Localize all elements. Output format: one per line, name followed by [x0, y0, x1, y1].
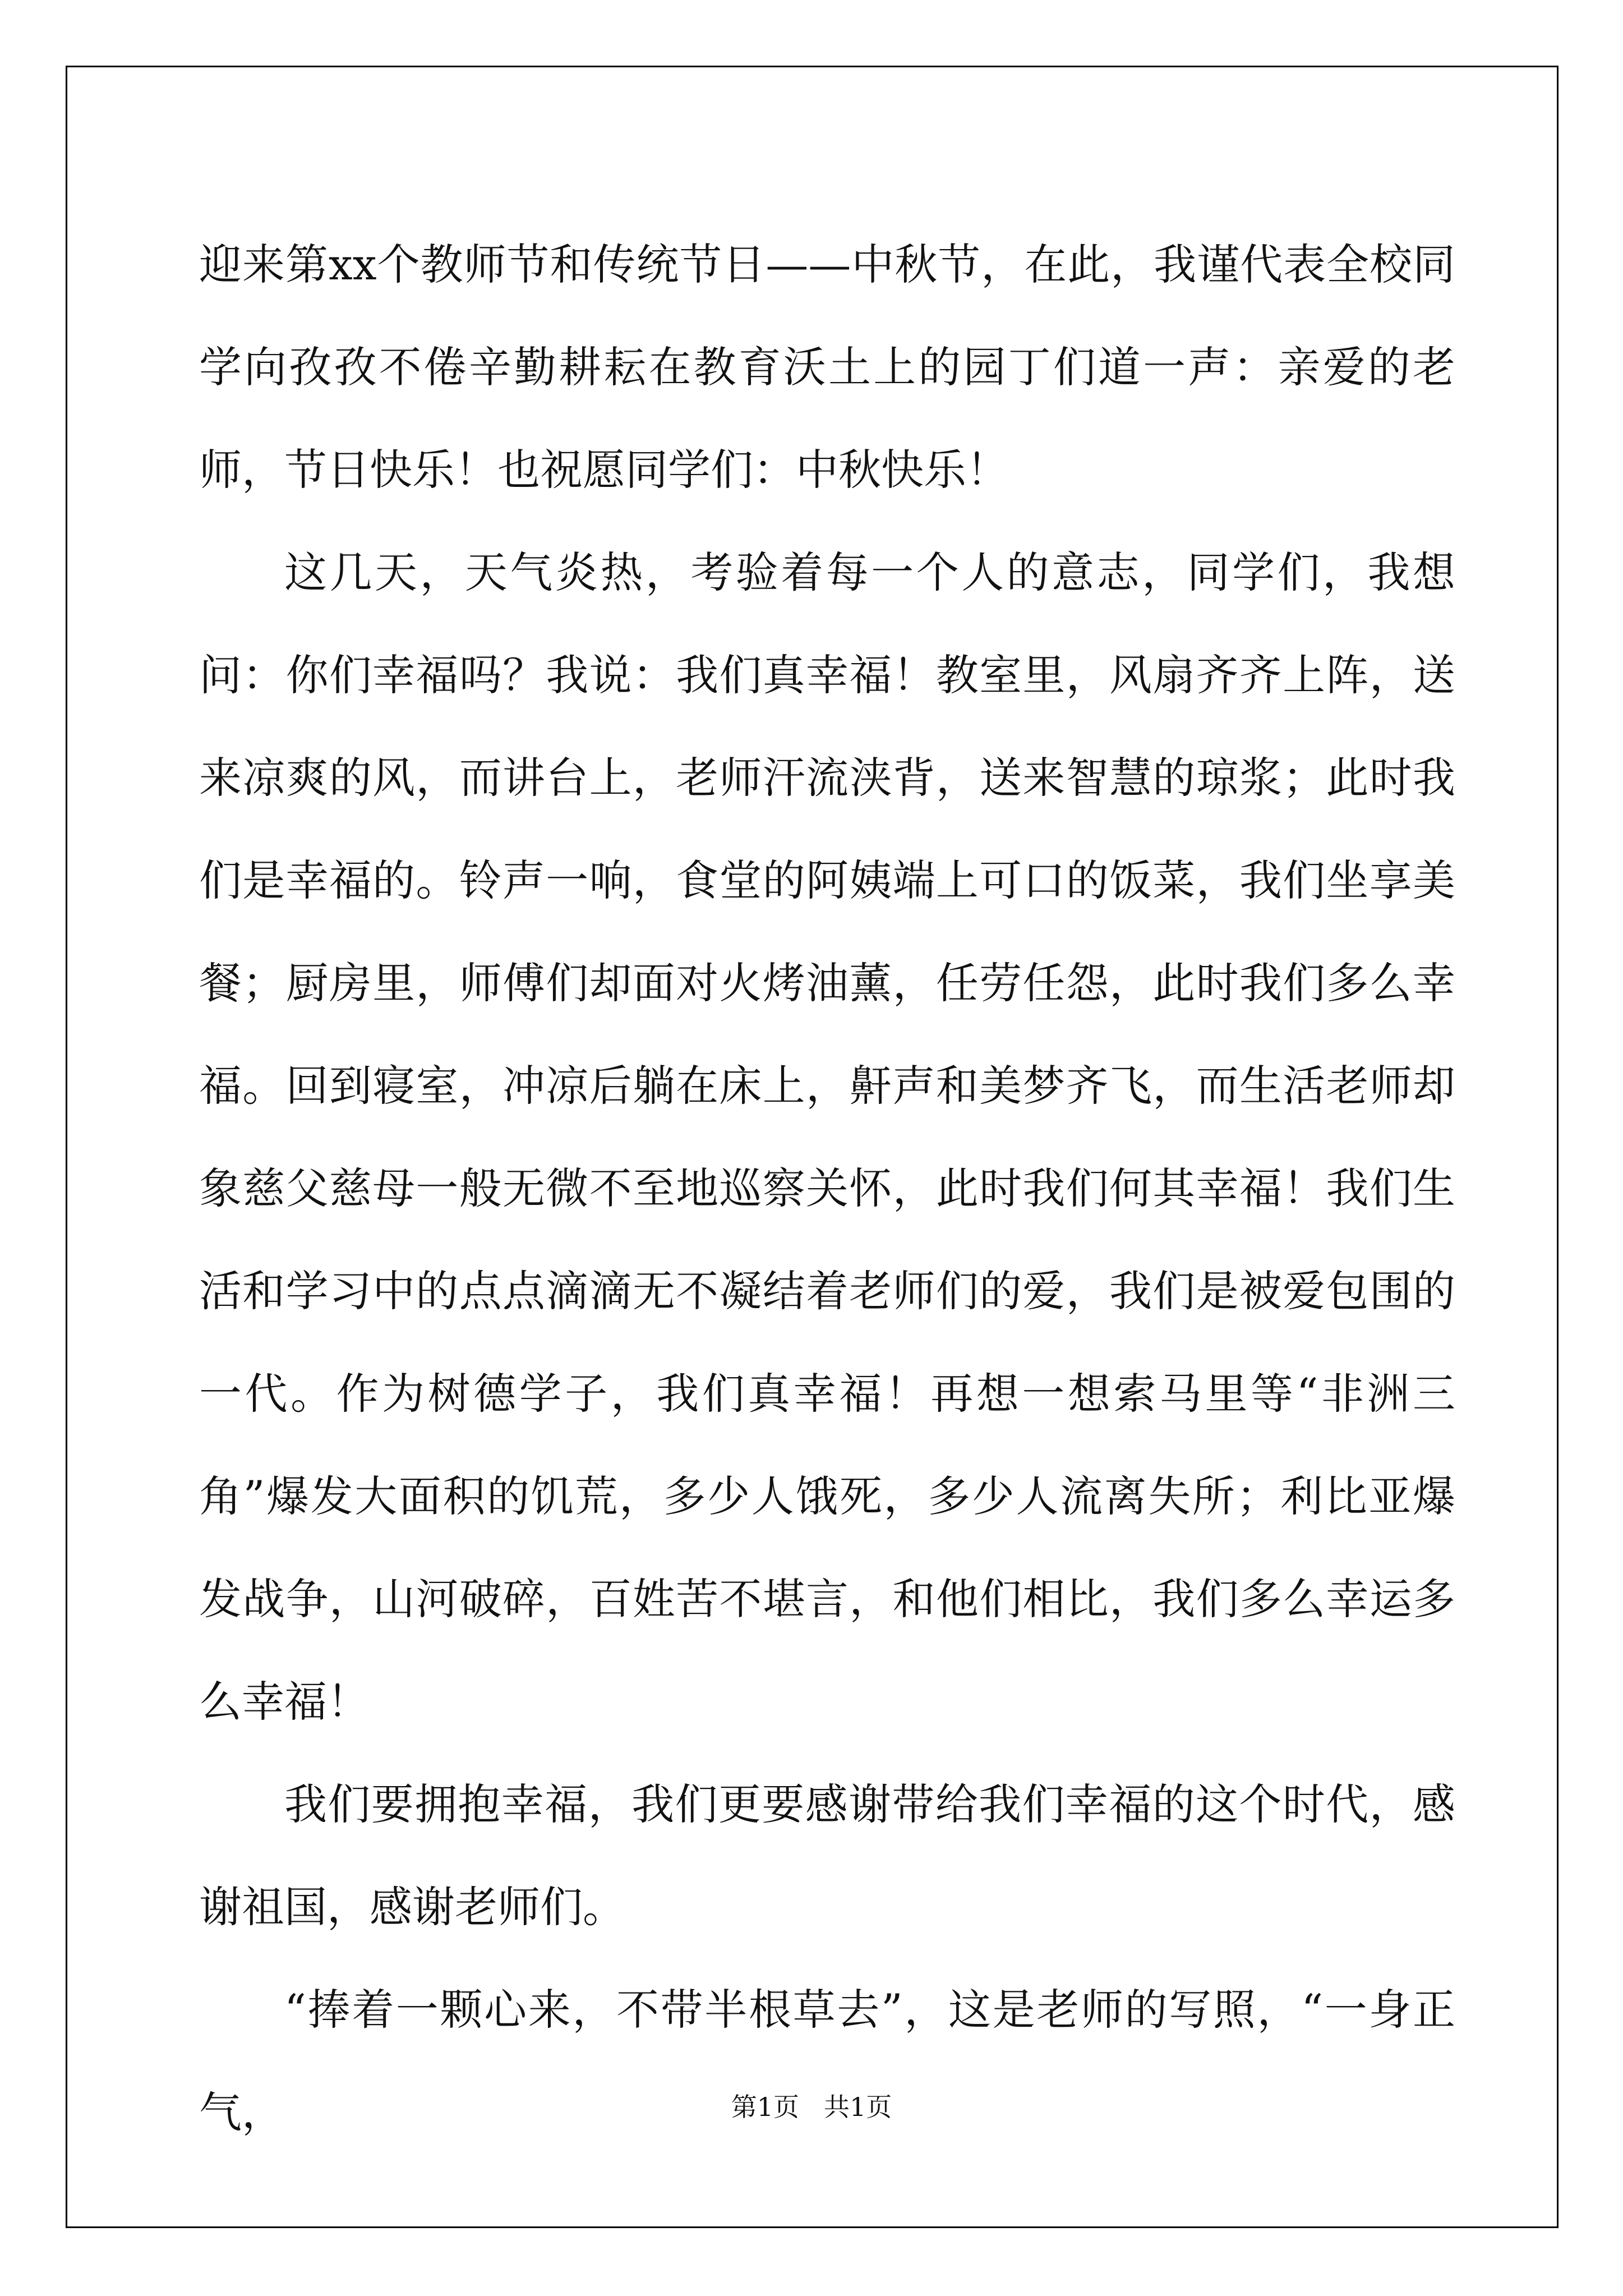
page-footer	[0, 2087, 1623, 2124]
document-body	[199, 213, 1455, 2164]
total-pages-label: 共1页	[824, 2092, 892, 2122]
paragraph-3: 我们要拥抱幸福，我们更要感谢带给我们幸福的这个时代，感谢祖国，感谢老师们。	[199, 1779, 1455, 1932]
paragraph-2: 这几天，天气炎热，考验着每一个人的意志，同学们，我想问：你们幸福吗？我说：我们真幸福！教室里，风扇齐齐上阵，送来凉爽的风，而讲台上，老师汗流浃背，送来智慧的琼浆；此时我们是幸福的。铃声一响，食堂的阿姨端上可口的饭菜，我们坐享美餐；厨房里，师傅们却面对火烤油薰，任劳任怨，此时我们多么幸福。回到寝室，冲凉后躺在床上，鼾声和美梦齐飞，而生活老师却象慈父慈母一般无微不至地巡察关怀，此时我们何其幸福！我们生活和学习中的点点滴滴无不凝结着老师们的爱，我们是被爱包围的一代。作为树德学子，我们真幸福！再想一想索马里等“非洲三角”爆发大面积的饥荒，多少人饿死，多少人流离失所；利比亚爆发战争，山河破碎，百姓苦不堪言，和他们相比，我们多么幸运多么幸福！	[199, 547, 1455, 1727]
current-page-label: 第1页	[731, 2092, 799, 2122]
paragraph-4: “捧着一颗心来，不带半根草去”，这是老师的写照，“一身正气，	[199, 1985, 1455, 2137]
paragraph-1: 迎来第xx个教师节和传统节日——中秋节，在此，我谨代表全校同学向孜孜不倦辛勤耕耘在教育沃土上的园丁们道一声：亲爱的老师，节日快乐！也祝愿同学们：中秋快乐！	[199, 240, 1455, 495]
